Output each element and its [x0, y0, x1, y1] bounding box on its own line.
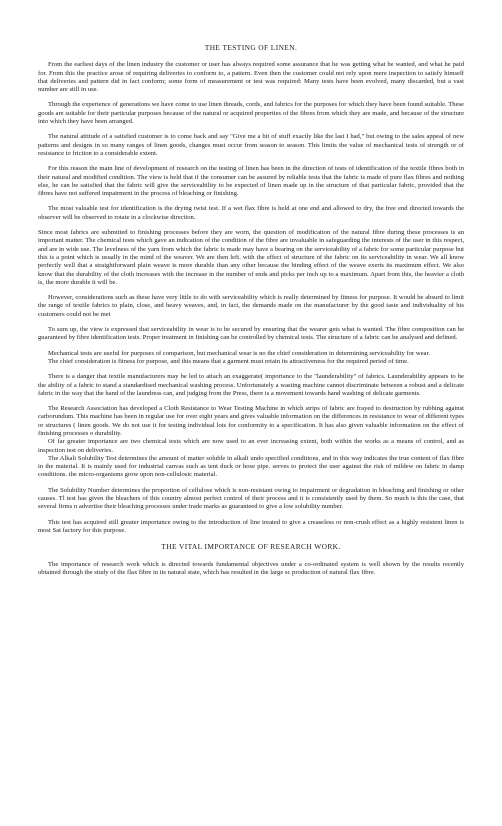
- paragraph-finishing-processes: Since most fabrics are submitted to finishing processes before they are worn, the question of modification of the natural fibre during these processes is an important matter. The chemical tests which gave an indication of the condition of the fibre are invaluable in safeguarding the interests of the user in this respect, and are in wide use. The levelness of the yarn from which the fabric is made may have a bearing on the serviceability of a fabric for some particular purpose but this is a point which is usually in the mind of the weaver. We are then left. with the effect of structure of the fabric on its serviceability in wear. We all know perfectly well that a straightforward plain weave is more durable than any other because the binding effect of the weave exerts its maximum effect. We also know that the durability of the cloth increases with the increase in the number of ends and picks per inch up to a maximum. Apart from this, the heavier a cloth is, the more durable it will be.: [38, 229, 464, 286]
- paragraph-earliest-days: From the earliest days of the linen industry the customer or user has always required some assurance that he was getting what he wanted, and what he paid for. From this the practice arose of requiring deliveries to conform to, a pattern. Even then the customer could not rely upon mere inspection to satisfy himself that deliveries and pattern did in fact conform; some form of measurement or test was required: Many tests have been evolved, many discarded, but a vast number are still in use.: [38, 61, 464, 94]
- paragraph-research-importance: The importance of research work which is directed towards fundamental objectives under a co-ordinated system is well shown by the results recently obtained through the study of the flax fibre in its natural state, which has resulted in the large sc production of natural flax fibre.: [38, 560, 464, 576]
- paragraph-launderability: There is a danger that textile manufacturers may be led to attach an exaggerate( importance to the "launderability" of fabrics. Launderability appears to be the ability of a fabric to stand a standardised mechanical washing process. Unfortunately a wasting machine cannot discriminate between a robust and a delicate fabric in the way that the hand of the laundress can, and judging from the Press, there is a movement towards hand washing of delicate garments.: [38, 373, 464, 397]
- paragraph-chief-consideration: The chief consideration is fitness for purpose, and this means that a garment must retain its attractiveness for the required period of time.: [48, 357, 409, 365]
- paragraph-satisfied-customer: The natural attitude of a satisfied customer is to come back and say "Give me a bit of stuff exactly like the last I had," but owing to the sales appeal of new patterns and designs in so many ranges of linen goods, changes must occur from season to season. This limits the value of mechanical tests of strength or of resistance to friction to a considerable extent.: [38, 133, 464, 157]
- paragraph-fitness-for-purpose: However, considerations such as these have very little to do with serviceability which is really determined by fitness for purpose. It would be absurd to limit the range of textile fabrics to plain, close, and heavy weaves, and, in fact, the demands made on the manufacturer by the good taste and individuality of his customers could not be met: [38, 294, 464, 318]
- paragraph-identification-research: For this reason the main line of development of research on the testing of linen has been in the direction of tests of identification of the textile fibres both in their natural and modified condition. The view is held that if the consumer can be assured by reliable tests that the fabric is made of pure flax fibres and nothing else, he can be satisfied that the fabric will give the serviceability to be expected of linen made up in the structure of that particular fabric, provided that the fibres have not suffered impairment in the process of bleaching or finishing.: [38, 165, 464, 198]
- document-title: THE TESTING OF LINEN.: [204, 43, 298, 52]
- paragraph-wear-testing-machine: The Research Association has developed a Cloth Resistance to Wear Testing Machine in which strips of fabric are frayed to destruction by rubbing against carborundum. This machine has been in regular use for over eight years and gives valuable information on the differences in resistance to wear of different types or structures ( linen goods. We do not use it for testing individual lots for conformity to a specification. It has also given valuable information on the effect of finishing processes o durability.: [38, 405, 464, 437]
- paragraph-non-crush: This test has acquired still greater importance owing to the introduction of line treated to give a creaseless or non-crush effect as a highly resistent linen is most Sat factory for this purpose.: [38, 518, 464, 534]
- paragraph-mechanical-tests: Mechanical tests are useful for purposes of comparison, but mechanical wear is no the chief consideration in determining serviceability for wear.: [48, 349, 430, 357]
- section-title: THE VITAL IMPORTANCE OF RESEARCH WORK.: [161, 542, 341, 552]
- paragraph-alkali-solubility: The Alkali Solubility Test determines the amount of matter soluble in alkali undo specified conditions, and in this way indicates the true content of flax fibre in the material. It is mainly used for industrial canvas such as tent duck or hose pipe. serves to protect the user against the risk of mildew on fabric in damp conditions. the micro-organisms grow upon non-cellulosic material.: [38, 454, 464, 479]
- paragraph-sum-up: To sum up, the view is expressed that serviceability in wear is to be secured by ensuring that the wearer gets what is wanted. The fibre composition can be guaranteed by fibre identification tests. Proper treatment in finishing can be controlled by chemical tests. The structure of a fabric can be analysed and defined.: [38, 326, 464, 342]
- paragraph-experience-of-generations: Through the experience of generations we have come to use linen threads, cords, and fabrics for the purposes for which they have been found suitable. These goods are suitable for their particular purposes because of the natural or acquired properties of the fibres from which they are made, and because of the structure into which they have been arranged.: [38, 101, 464, 126]
- paragraph-solubility-number: The Solubility Number determines the proportion of cellulose which is non-resistant owing to impairment or degradation in bleaching and finishing or other causes. Tl test has given the bleachers of this country almost perfect control of their process and it is consistently used by them. So much is this the case, that several firms n advertise their bleaching processes under trade marks as guaranteed to give a low solubility number.: [38, 486, 464, 511]
- paragraph-drying-twist-test: The most valuable test for identification is the drying twist test. If a wet flax fibre is held at one end and allowed to dry, the free end directed towards the observer will be observed to rotate in a clockwise direction.: [38, 205, 464, 221]
- paragraph-chemical-tests: Of far greater importance are two chemical tests which are now used to an ever increasing extent, both within the works as a means of control, and as inspection test on deliveries.: [38, 438, 464, 454]
